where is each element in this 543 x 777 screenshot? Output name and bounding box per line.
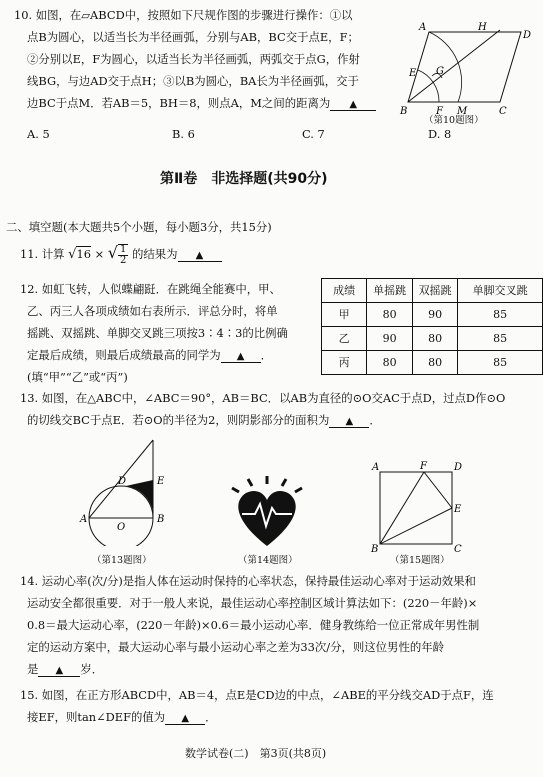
q14-line-5 [27,664,103,677]
blank-triangle-icon: ▲ [236,351,245,362]
table-cell: 80 [412,351,458,375]
q12-line-4: 定最后成绩，则最后成绩最高的同学为 ▲ ． [27,348,273,362]
table-cell: 85 [458,303,543,327]
q11-prefix: 11. 计算 [20,247,65,261]
heart-rate-icon [222,476,312,548]
q13-label-o: O [117,522,126,533]
q15-label-e: E [454,504,462,515]
q11-numerator: 1 [119,244,127,255]
q15-answer-blank [165,712,205,725]
q11-answer-blank [178,249,222,262]
blank-triangle-icon: ▲ [195,250,204,261]
q10-line-5-text: 边BC于点M．若AB＝5，BH＝8，则点A，M之间的距离为 [27,96,331,110]
q13-line-2-text: 的切线交BC于点E．若⊙O的半径为2，则阴影部分的面积为 [27,413,330,427]
q14-caption: （第14题图） [238,555,298,566]
q10-line-4: 线BG，与边AD交于点H；③以B为圆心，BA长为半径画弧，交于 [27,74,359,88]
table-header-cell: 单脚交叉跳 [458,279,543,303]
q15-label-c: C [454,544,462,554]
q12-line-1: 12. 如虹飞转，人似蝶翩跹．在跳绳全能赛中，甲、 [20,282,281,296]
q10-caption: （第10题图） [424,115,484,126]
q10-option-b: B. 6 [172,127,195,141]
q15-label-a: A [372,462,380,473]
q13-label-d: D [118,476,127,487]
q12-fill-hint: (填“甲”“乙”或“丙”) [27,370,128,384]
q11-times: × [94,247,105,261]
q14-line-5-text: 是 [27,662,39,676]
q10-line-1: 10. 如图，在▱ABCD中，按照如下尺规作图的步骤进行操作：①以 [14,8,353,22]
q14-line-2: 运动安全都很重要．对于一般人来说，最佳运动心率控制区域计算法如下：(220－年龄)× [27,596,478,610]
table-header-cell: 单摇跳 [367,279,413,303]
q13-caption: （第13题图） [92,555,152,566]
q13-label-b: B [157,514,165,525]
blank-triangle-icon: ▲ [181,713,190,724]
section-title: 第Ⅱ卷 非选择题(共90分) [160,171,328,187]
table-cell: 85 [458,351,543,375]
q10-label-h: H [478,22,487,33]
q10-label-e: E [409,68,417,79]
table-cell: 90 [367,327,413,351]
q10-option-a: A. 5 [27,127,50,141]
q13-label-e: E [157,476,165,487]
table-row [322,351,543,375]
fill-section-header: 二、填空题(本大题共5个小题，每小题3分，共15分) [6,220,272,234]
q10-label-c: C [499,106,507,117]
q12-line-3: 摇跳、双摇跳、单脚交叉跳三项按3∶4∶3的比例确 [27,326,288,340]
q10-label-a: A [419,22,427,33]
blank-triangle-icon: ▲ [345,416,354,427]
table-row [322,303,543,327]
q15-caption: （第15题图） [390,555,450,566]
page-footer: 数学试卷(二) 第3页(共8页) [185,747,327,760]
q13-circle-figure [76,436,186,546]
q12-answer-blank [221,350,261,363]
q10-line-2: 点B为圆心，以适当长为半径画弧，分别与AB，BC交于点E，F； [27,30,359,44]
table-cell: 80 [412,327,458,351]
q10-label-g: G [436,66,444,77]
q11-root-16: 16 [76,247,91,261]
q14-line-3: 0.8＝最大运动心率，(220－年龄)×0.6＝最小运动心率．健身教练给一位正常成年男性制 [27,618,480,632]
blank-triangle-icon: ▲ [349,99,358,110]
q14-line-1: 14. 运动心率(次/分)是指人体在运动时保持的心率状态，保持最佳运动心率对于运动效果和 [20,574,476,588]
q10-option-c: C. 7 [302,127,325,141]
q15-label-b: B [371,544,379,554]
q13-line-1: 13. 如图，在△ABC中，∠ABC＝90°，AB＝BC．以AB为直径的⊙O交AC于点D，过点D作⊙O [20,391,506,405]
q14-line-4: 定的运动方案中，最大运动心率与最小运动心率之差为33次/分，则这位男性的年龄 [27,640,445,654]
table-cell: 80 [367,303,413,327]
table-cell: 90 [412,303,458,327]
q10-label-d: D [523,30,531,41]
table-cell: 丙 [322,351,367,375]
q12-line-4-text: 定最后成绩，则最后成绩最高的同学为 [27,348,221,362]
table-cell: 乙 [322,327,367,351]
table-row [322,327,543,351]
q11-expression: √16 × √ $\frac{1}{2}$ [68,243,127,266]
q10-label-f: F [436,106,443,117]
q10-answer-blank [330,98,376,111]
q10-parallelogram-figure [396,20,531,120]
q15-line-1: 15. 如图，在正方形ABCD中，AB＝4，点E是CD边的中点，∠ABE的平分线交AD于点F，连 [20,688,494,702]
table-cell: 85 [458,327,543,351]
table-cell: 甲 [322,303,367,327]
q10-label-b: B [400,106,408,117]
q10-line-3: ②分别以E，F为圆心，以适当长为半径画弧，两弧交于点G，作射 [27,52,360,66]
q10-label-m: M [457,106,468,117]
q10-line-5 [27,98,376,111]
q14-answer-blank [38,664,80,677]
q15-label-f: F [420,461,427,472]
q13-label-a: A [80,514,88,525]
q12-score-table [321,278,543,375]
q15-square-figure [368,460,464,554]
q11-suffix: 的结果为 [131,247,178,261]
blank-triangle-icon: ▲ [55,665,64,676]
q13-answer-blank [329,415,369,428]
table-header-cell: 双摇跳 [412,279,458,303]
q13-line-2: 的切线交BC于点E．若⊙O的半径为2，则阴影部分的面积为 ▲ ． [27,413,381,427]
table-cell: 80 [367,351,413,375]
q11-line [20,244,222,278]
q15-line-2-text: 接EF，则tan∠DEF的值为 [27,710,166,724]
table-header-cell: 成绩 [322,279,367,303]
table-header-row [322,279,543,303]
q12-line-2: 乙、丙三人各项成绩如右表所示．评总分时，将单 [27,304,278,318]
q14-unit: 岁． [80,662,104,676]
q10-option-d: D. 8 [428,127,452,141]
q11-denominator: 2 [119,255,127,266]
q15-line-2: 接EF，则tan∠DEF的值为 ▲ ． [27,710,217,724]
q15-label-d: D [454,462,463,473]
